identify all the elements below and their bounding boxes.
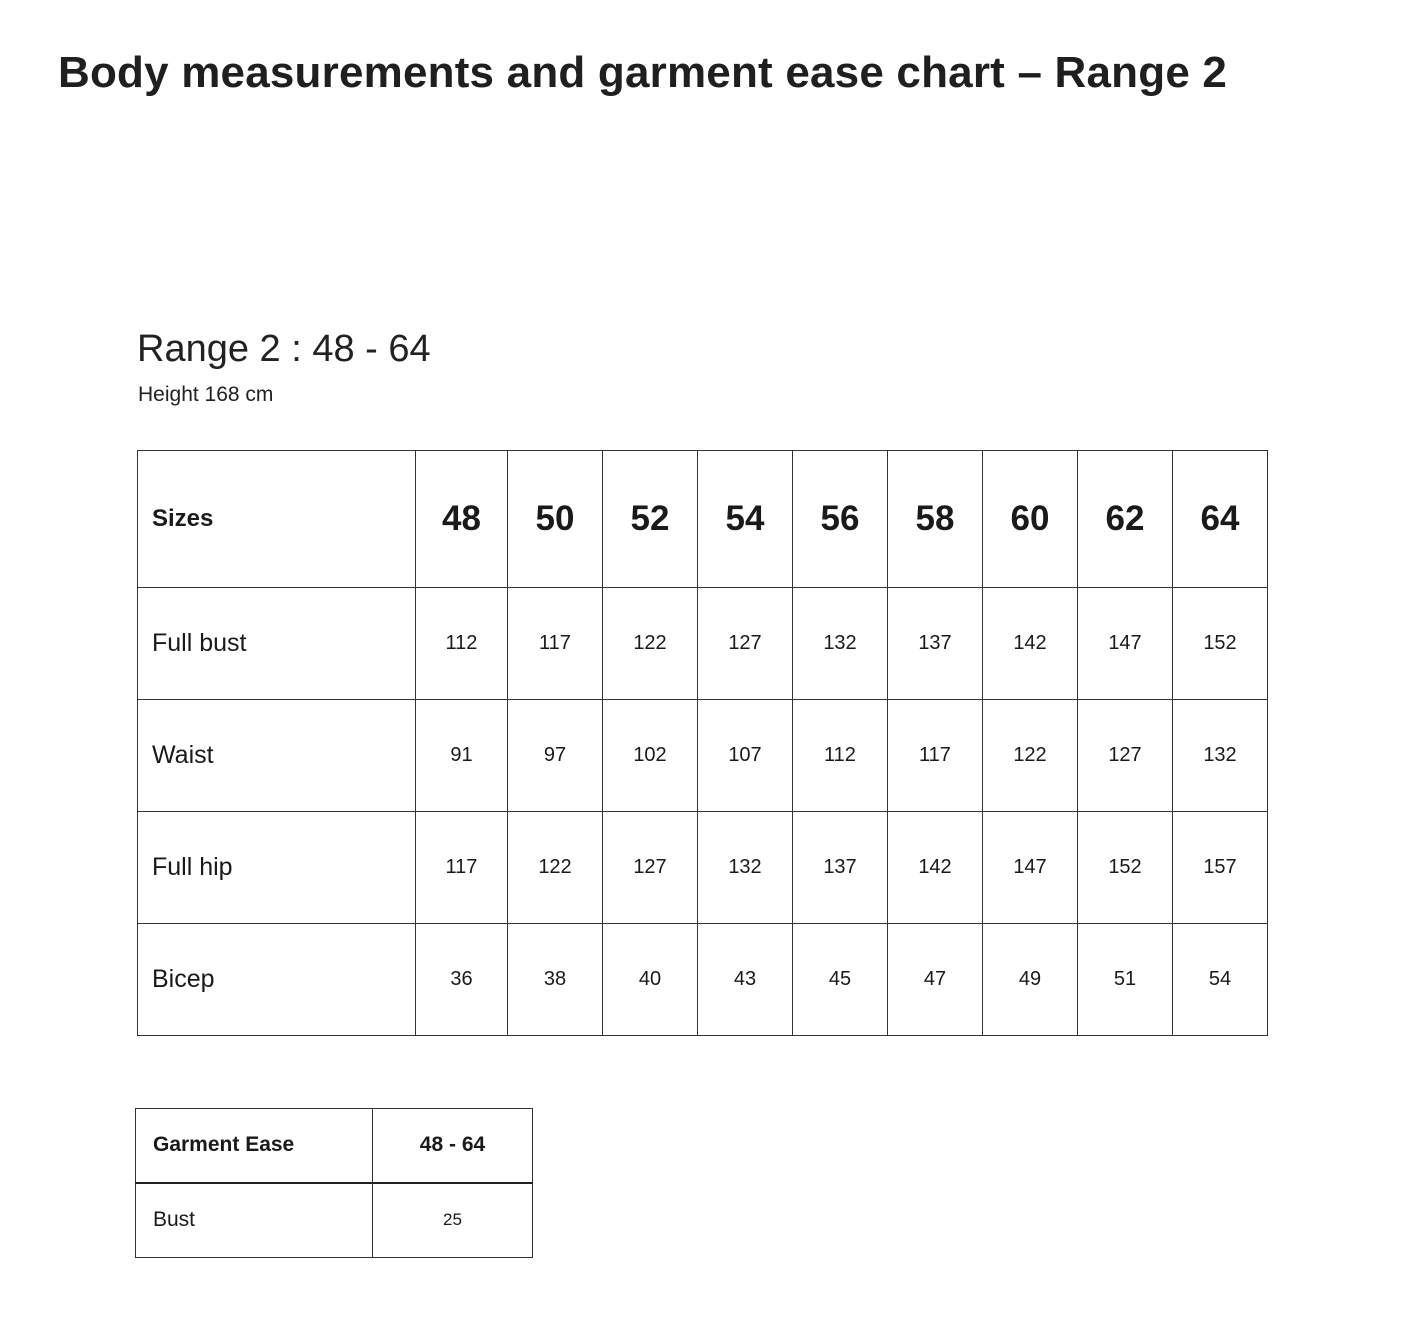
measurement-cell: 102: [603, 700, 698, 812]
ease-value-cell: 25: [373, 1183, 533, 1258]
size-header: 60: [983, 451, 1078, 588]
garment-ease-table: [135, 1108, 533, 1258]
measurement-cell: 152: [1078, 812, 1173, 924]
measurement-cell: 132: [698, 812, 793, 924]
measurement-cell: 54: [1173, 924, 1268, 1036]
measurement-cell: 147: [1078, 588, 1173, 700]
table-row: [136, 1183, 533, 1258]
size-header: 56: [793, 451, 888, 588]
ease-header-range: 48 - 64: [373, 1109, 533, 1183]
ease-header-row: [136, 1109, 533, 1183]
measurement-cell: 47: [888, 924, 983, 1036]
measurement-cell: 117: [888, 700, 983, 812]
measurement-cell: 127: [1078, 700, 1173, 812]
measurement-cell: 117: [416, 812, 508, 924]
size-header: 58: [888, 451, 983, 588]
measurement-cell: 152: [1173, 588, 1268, 700]
row-label: Bicep: [138, 924, 416, 1036]
measurement-cell: 127: [603, 812, 698, 924]
size-header: 62: [1078, 451, 1173, 588]
size-header: 64: [1173, 451, 1268, 588]
height-note: Height 168 cm: [138, 383, 274, 406]
measurement-cell: 137: [888, 588, 983, 700]
measurement-cell: 91: [416, 700, 508, 812]
measurement-cell: 122: [508, 812, 603, 924]
row-label: Waist: [138, 700, 416, 812]
size-header: 52: [603, 451, 698, 588]
range-heading: Range 2 : 48 - 64: [137, 328, 431, 370]
ease-header-label: Garment Ease: [136, 1109, 373, 1183]
measurement-cell: 97: [508, 700, 603, 812]
measurements-table: [137, 450, 1268, 1036]
measurement-cell: 112: [793, 700, 888, 812]
row-label: Full hip: [138, 812, 416, 924]
measurement-cell: 117: [508, 588, 603, 700]
measurement-cell: 142: [983, 588, 1078, 700]
measurement-cell: 49: [983, 924, 1078, 1036]
table-row: [138, 812, 1268, 924]
ease-row-label: Bust: [136, 1183, 373, 1258]
measurement-cell: 40: [603, 924, 698, 1036]
measurement-cell: 147: [983, 812, 1078, 924]
row-label: Full bust: [138, 588, 416, 700]
size-header: 50: [508, 451, 603, 588]
measurement-cell: 142: [888, 812, 983, 924]
measurement-cell: 137: [793, 812, 888, 924]
measurement-cell: 43: [698, 924, 793, 1036]
measurement-cell: 127: [698, 588, 793, 700]
table-row: [138, 924, 1268, 1036]
sizes-label: Sizes: [138, 451, 416, 588]
measurement-cell: 132: [793, 588, 888, 700]
measurement-cell: 107: [698, 700, 793, 812]
size-header-row: [138, 451, 1268, 588]
measurement-cell: 112: [416, 588, 508, 700]
table-row: [138, 700, 1268, 812]
measurement-cell: 122: [603, 588, 698, 700]
table-row: [138, 588, 1268, 700]
page-title: Body measurements and garment ease chart – Range 2: [58, 48, 1228, 97]
size-header: 48: [416, 451, 508, 588]
measurement-cell: 45: [793, 924, 888, 1036]
measurement-cell: 38: [508, 924, 603, 1036]
measurement-cell: 157: [1173, 812, 1268, 924]
size-header: 54: [698, 451, 793, 588]
measurement-cell: 51: [1078, 924, 1173, 1036]
measurement-cell: 36: [416, 924, 508, 1036]
measurement-cell: 122: [983, 700, 1078, 812]
measurement-cell: 132: [1173, 700, 1268, 812]
